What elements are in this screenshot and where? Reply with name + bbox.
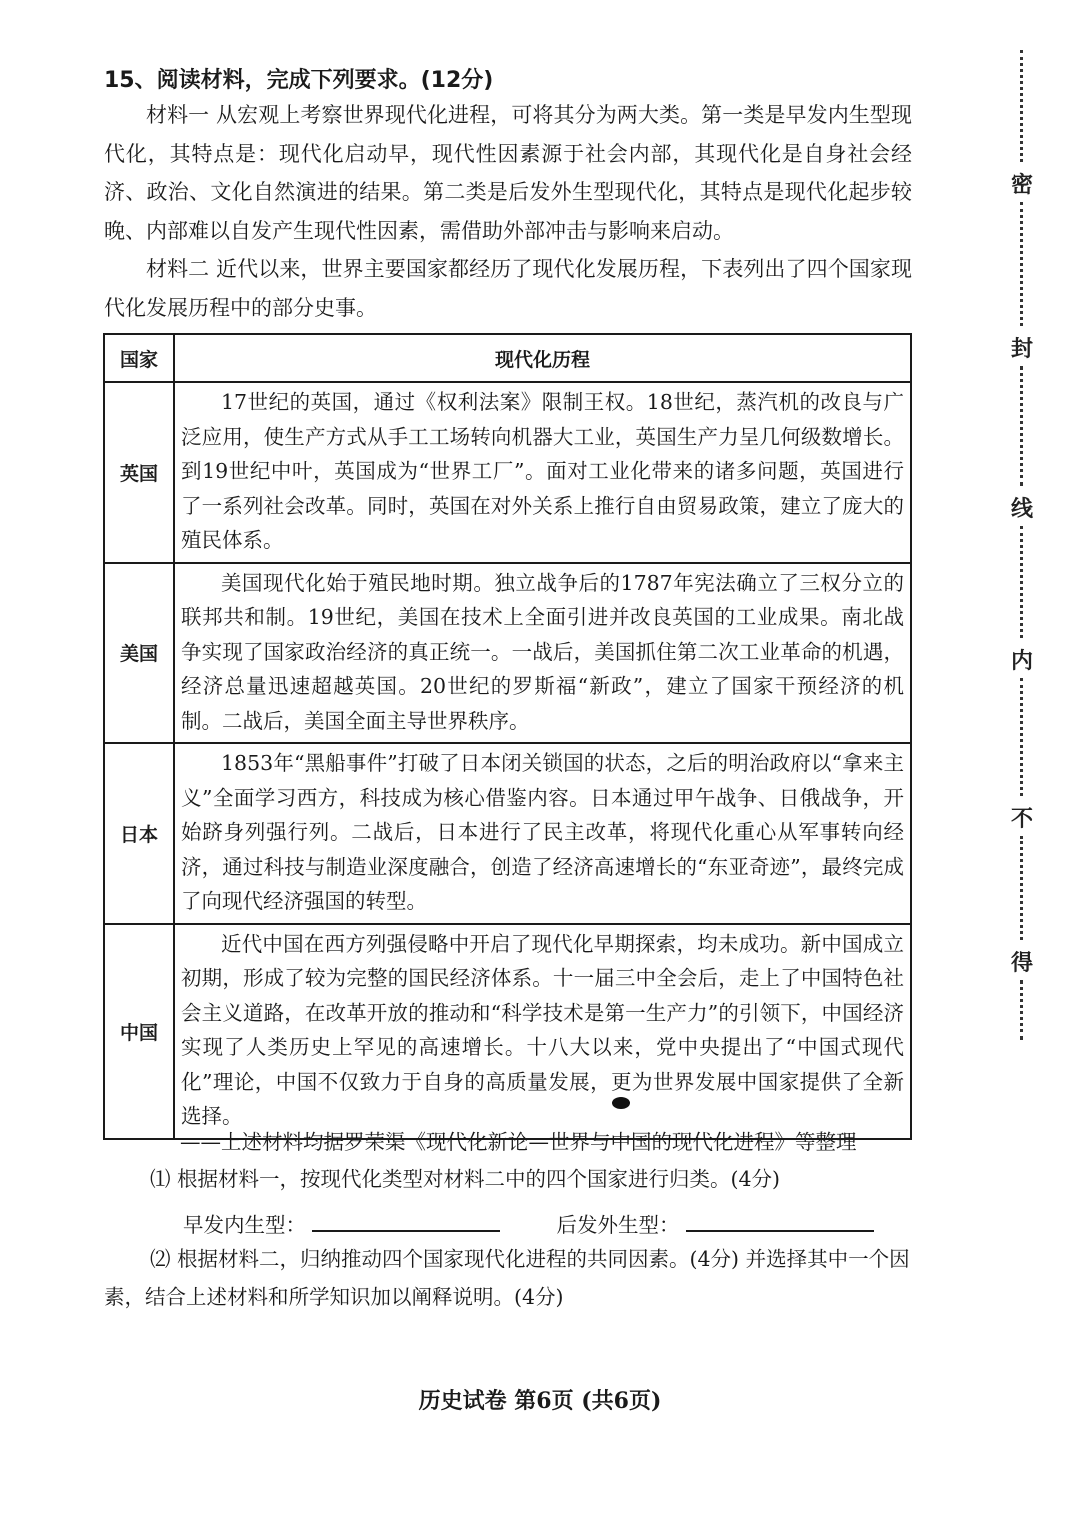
blank-label-early: 早发内生型： (183, 1213, 306, 1237)
header-country: 国家 (104, 334, 174, 382)
material-one: 材料一 从宏观上考察世界现代化进程，可将其分为两大类。第一类是早发内生型现代化，其特点是：现代化启动早，现代性因素源于社会内部，其现代化是自身社会经济、政治、文化自然演进的结果。第二类是后发外生型现代化，其特点是现代化起步较晚、内部难以自发产生现代性因素，需借助外部冲击与影响来启动。 (104, 103, 912, 243)
history-table (103, 333, 912, 1140)
dotted-line (1020, 836, 1023, 940)
seal-char: 线 (1010, 496, 1033, 522)
seal-char: 内 (1010, 648, 1033, 674)
process-cell: 近代中国在西方列强侵略中开启了现代化早期探索，均未成功。新中国成立初期，形成了较为完整的国民经济体系。十一届三中全会后，走上了中国特色社会主义道路，在改革开放的推动和“科学技术是第一生产力”的引领下，中国经济实现了人类历史上罕见的高速增长。十八大以来，党中央提出了“中国式现代化”理论，中国不仅致力于自身的高质量发展，更为世界发展中国家提供了全新选择。 (174, 924, 911, 1139)
table-row (104, 743, 911, 924)
question-title: 15、阅读材料，完成下列要求。(12分) (104, 68, 494, 93)
material-two: 材料二 近代以来，世界主要国家都经历了现代化发展历程，下表列出了四个国家现代化发展历程中的部分史事。 (104, 257, 912, 320)
process-cell: 17世纪的英国，通过《权利法案》限制王权。18世纪，蒸汽机的改良与广泛应用，使生产方式从手工工场转向机器大工业，英国生产力呈几何级数增长。到19世纪中叶，英国成为“世界工厂”。面对工业化带来的诸多问题，英国进行了一系列社会改革。同时，英国在对外关系上推行自由贸易政策，建立了庞大的殖民体系。 (174, 382, 911, 563)
country-cell: 中国 (104, 924, 174, 1139)
country-cell: 美国 (104, 563, 174, 744)
seal-char: 密 (1010, 172, 1033, 198)
table-row (104, 924, 911, 1139)
dotted-line (1020, 202, 1023, 326)
dotted-line (1020, 366, 1023, 486)
table-row (104, 563, 911, 744)
page-footer: 历史试卷 第6页 (共6页) (418, 1388, 662, 1414)
header-process: 现代化历程 (174, 334, 911, 382)
answer-blanks (183, 1204, 903, 1238)
blank-label-late: 后发外生型： (556, 1213, 680, 1237)
dotted-line (1020, 678, 1023, 796)
process-cell: 1853年“黑船事件”打破了日本闭关锁国的状态，之后的明治政府以“拿来主义”全面学习西方，科技成为核心借鉴内容。日本通过甲午战争、日俄战争，开始跻身列强行列。二战后，日本进行了民主改革，将现代化重心从军事转向经济，通过科技与制造业深度融合，创造了经济高速增长的“东亚奇迹”，最终完成了向现代经济强国的转型。 (174, 743, 911, 924)
sub-question-1: ⑴ 根据材料一，按现代化类型对材料二中的四个国家进行归类。(4分) (150, 1167, 781, 1191)
seal-char: 得 (1010, 950, 1033, 976)
dotted-line (1020, 50, 1023, 162)
seal-char: 不 (1010, 806, 1033, 832)
sub-question-2: ⑵ 根据材料二，归纳推动四个国家现代化进程的共同因素。(4分) 并选择其中一个因素，结合上述材料和所学知识加以阐释说明。(4分) (104, 1247, 910, 1309)
answer-line-late[interactable] (686, 1204, 874, 1232)
blank-early-endogenous (183, 1204, 500, 1242)
table-row (104, 382, 911, 563)
blank-late-exogenous (557, 1204, 874, 1242)
source-note: ——上述材料均据罗荣渠《现代化新论—世界与中国的现代化进程》等整理 (180, 1130, 857, 1154)
country-cell: 英国 (104, 382, 174, 563)
process-cell: 美国现代化始于殖民地时期。独立战争后的1787年宪法确立了三权分立的联邦共和制。19世纪，美国在技术上全面引进并改良英国的工业成果。南北战争实现了国家政治经济的真正统一。一战后，美国抓住第二次工业革命的机遇，经济总量迅速超越英国。20世纪的罗斯福“新政”，建立了国家干预经济的机制。二战后，美国全面主导世界秩序。 (174, 563, 911, 744)
table-header-row (104, 334, 911, 382)
seal-line-margin (985, 50, 1045, 1450)
dotted-line (1020, 526, 1023, 638)
dotted-line (1020, 980, 1023, 1040)
country-cell: 日本 (104, 743, 174, 924)
ink-smudge (612, 1097, 630, 1109)
seal-char: 封 (1010, 336, 1033, 362)
answer-line-early[interactable] (312, 1204, 500, 1232)
